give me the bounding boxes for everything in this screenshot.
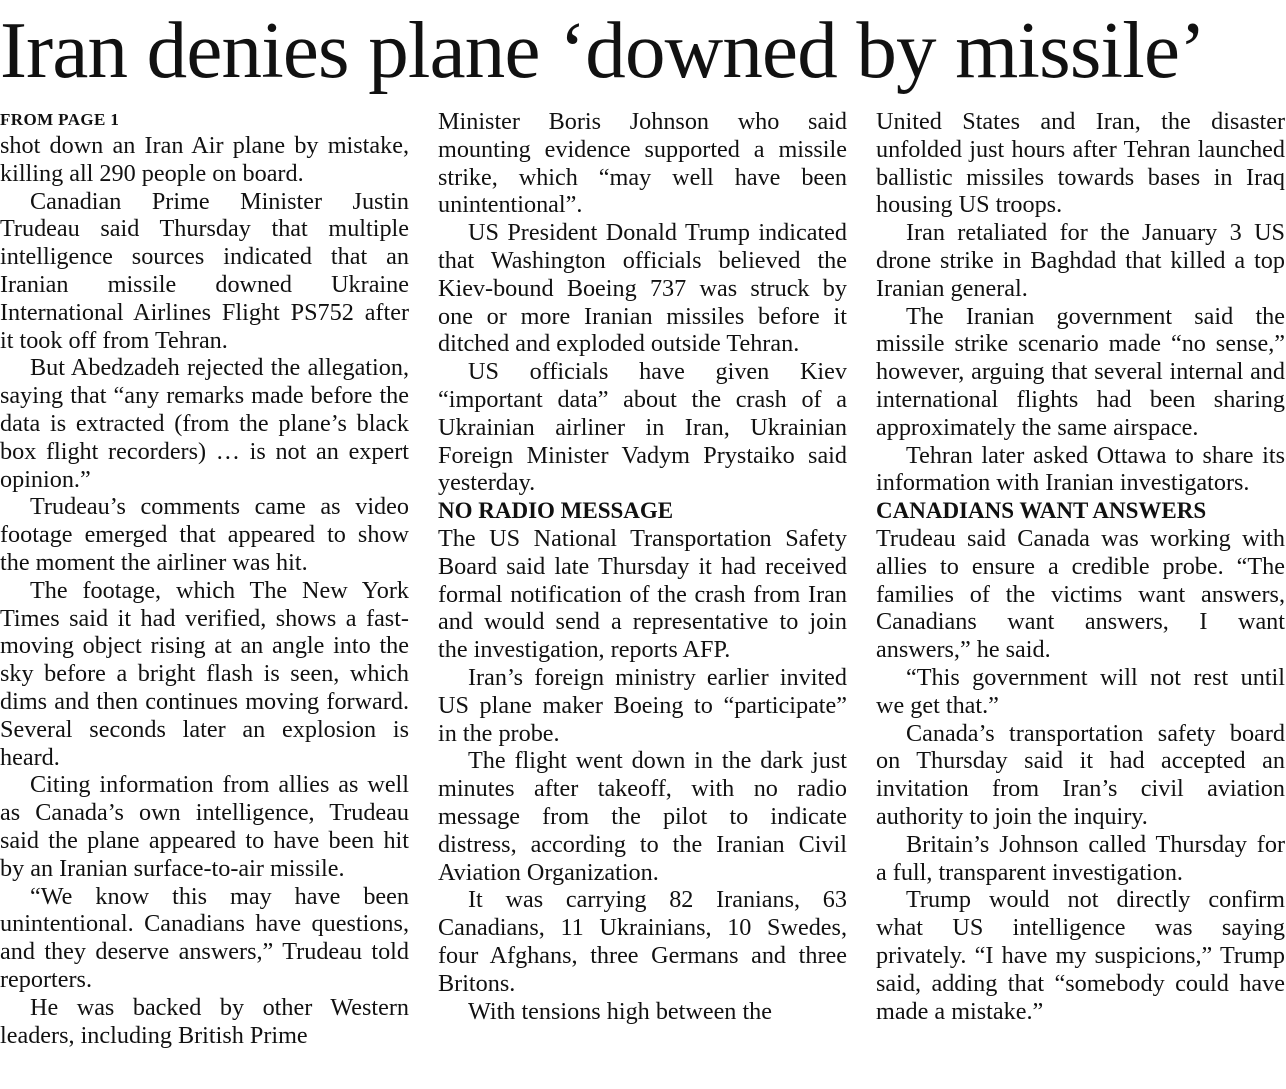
- paragraph: Trump would not directly confirm what US intelligence was saying privately. “I have my suspicions,” Trump said, adding that “somebody could have made a mistake.”: [876, 886, 1285, 1025]
- paragraph: With tensions high between the: [468, 997, 772, 1025]
- article-column-3: [876, 108, 1285, 1084]
- paragraph: Iran retaliated for the January 3 US drone strike in Baghdad that killed a top Iranian general.: [876, 219, 1285, 302]
- paragraph: The flight went down in the dark just minutes after takeoff, with no radio message from the pilot to indicate distress, according to the Iranian Civil Aviation Organization.: [438, 747, 847, 886]
- paragraph: Citing information from allies as well as Canada’s own intelligence, Trudeau said the plane appeared to have been hit by an Iranian surface-to-air missile.: [0, 771, 409, 882]
- paragraph: Britain’s Johnson called Thursday for a full, transparent investigation.: [876, 830, 1285, 886]
- paragraph: “This government will not rest until we get that.”: [876, 663, 1285, 719]
- kicker-from-page-1: FROM PAGE 1: [0, 110, 120, 129]
- paragraph: United States and Iran, the disaster unfolded just hours after Tehran launched ballistic missiles towards bases in Iraq housing US troops.: [876, 108, 1285, 219]
- paragraph: Canada’s transportation safety board on Thursday said it had accepted an invitation from Iran’s civil aviation authority to join the inquiry.: [876, 719, 1285, 830]
- paragraph: US President Donald Trump indicated that Washington officials believed the Kiev-bound Boeing 737 was struck by one or more Iranian missiles before it ditched and exploded outside Tehran.: [438, 219, 847, 358]
- paragraph: The Iranian government said the missile strike scenario made “no sense,” however, arguing that several internal and international flights had been sharing approximately the same airspace.: [876, 302, 1285, 441]
- paragraph: “We know this may have been unintentional. Canadians have questions, and they deserve answers,” Trudeau told reporters.: [0, 882, 409, 993]
- paragraph: shot down an Iran Air plane by mistake, killing all 290 people on board.: [0, 132, 409, 187]
- paragraph: Trudeau said Canada was working with allies to ensure a credible probe. “The families of the victims want answers, Canadians want answers, I want answers,” he said.: [876, 524, 1285, 664]
- subhead-no-radio-message: NO RADIO MESSAGE: [438, 498, 674, 524]
- paragraph: Tehran later asked Ottawa to share its information with Iranian investigators.: [876, 441, 1285, 497]
- paragraph: But Abedzadeh rejected the allegation, saying that “any remarks made before the data is extracted (from the plane’s black box flight recorders) … is not an expert opinion.”: [0, 354, 409, 493]
- article-column-2: [438, 108, 847, 1084]
- paragraph: It was carrying 82 Iranians, 63 Canadians, 11 Ukrainians, 10 Swedes, four Afghans, three Germans and three Britons.: [438, 886, 847, 997]
- paragraph: Iran’s foreign ministry earlier invited US plane maker Boeing to “participate” in the probe.: [438, 663, 847, 747]
- paragraph: US officials have given Kiev “important data” about the crash of a Ukrainian airliner in Iran, Ukrainian Foreign Minister Vadym Prystaiko said yesterday.: [438, 358, 847, 497]
- headline: Iran denies plane ‘downed by missile’: [0, 5, 1206, 95]
- paragraph: Canadian Prime Minister Justin Trudeau said Thursday that multiple intelligence sources indicated that an Iranian missile downed Ukraine International Airlines Flight PS752 after it took off from Tehran.: [0, 187, 409, 354]
- paragraph: He was backed by other Western leaders, including British Prime: [0, 993, 409, 1049]
- article-column-1: [0, 108, 409, 1084]
- paragraph: The US National Transportation Safety Board said late Thursday it had received formal notification of the crash from Iran and would send a representative to join the investigation, reports AFP.: [438, 524, 847, 664]
- paragraph: Trudeau’s comments came as video footage emerged that appeared to show the moment the airliner was hit.: [0, 493, 409, 576]
- subhead-canadians-want-answers: CANADIANS WANT ANSWERS: [876, 498, 1207, 524]
- paragraph: The footage, which The New York Times said it had verified, shows a fast-moving object rising at an angle into the sky before a bright flash is seen, which dims and then continues moving forward. Several seconds later an explosion is heard.: [0, 576, 409, 771]
- paragraph: Minister Boris Johnson who said mounting evidence supported a missile strike, which “may well have been unintentional”.: [438, 108, 847, 219]
